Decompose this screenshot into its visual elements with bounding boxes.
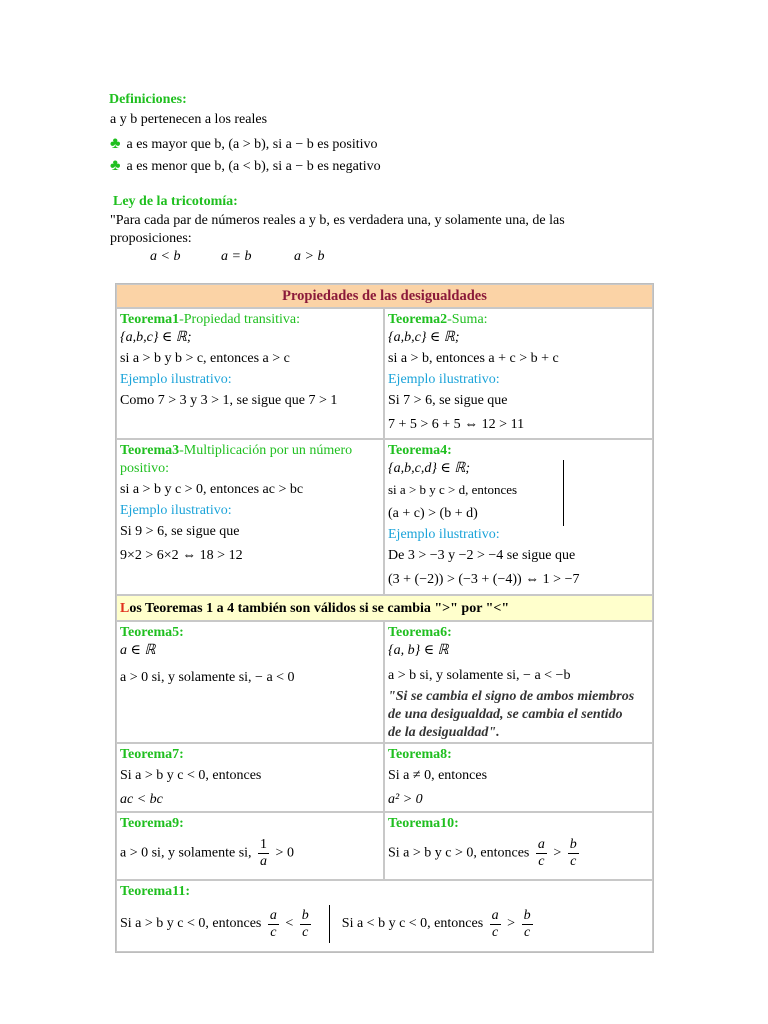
teorema-1-ejemplo-label: Ejemplo ilustrativo:	[120, 372, 232, 387]
teorema-2-ejemplo-label: Ejemplo ilustrativo:	[388, 372, 500, 387]
teorema-7-l1: Si a > b y c < 0, entonces	[120, 768, 262, 783]
teorema-11-op2: >	[507, 916, 516, 931]
teorema-5-title: Teorema5:	[120, 625, 184, 640]
note-row	[116, 595, 653, 621]
teorema-7-title: Teorema7:	[120, 747, 184, 762]
teorema-6-q1: "Si se cambia el signo de ambos miembros	[388, 689, 635, 704]
teorema-11-op1: <	[285, 916, 294, 931]
teorema-3-title: Teorema3	[120, 443, 180, 458]
teorema-10-title: Teorema10:	[388, 816, 459, 831]
teorema-2-l1: {a,b,c} ∈ ℝ;	[388, 330, 460, 345]
teorema-4-ejemplo-label: Ejemplo ilustrativo:	[388, 527, 500, 542]
club-icon: ♣	[110, 157, 121, 174]
fraction-a-c	[268, 908, 279, 941]
teorema-11-pre2: Si a < b y c < 0, entonces	[341, 916, 484, 931]
teorema-10-pre: Si a > b y c > 0, entonces	[388, 845, 530, 861]
teorema-7-cell	[116, 743, 384, 812]
teorema-2-l2: si a > b, entonces a + c > b + c	[388, 351, 559, 366]
teorema-1-cell	[116, 308, 384, 439]
teorema-3-e1: Si 9 > 6, se sigue que	[120, 524, 240, 539]
teorema-9-cell	[116, 812, 384, 880]
fraction-numerator: b	[569, 837, 577, 852]
ley-text-2: proposiciones:	[110, 231, 192, 246]
definition-menor-text: a es menor que b, (a < b), si a − b es negativo	[126, 159, 381, 174]
teorema-1-sub: -Propiedad transitiva:	[179, 312, 301, 327]
fraction-numerator: a	[537, 837, 545, 852]
teorema-10-op: >	[553, 845, 562, 861]
fraction-b-c	[568, 837, 579, 870]
teorema-6-title: Teorema6:	[388, 625, 452, 640]
teorema-11-cell	[116, 880, 653, 952]
fraction-b-c	[522, 908, 533, 941]
ley-text-1: "Para cada par de números reales a y b, es verdadera una, y solamente una, de las	[110, 213, 565, 228]
teorema-3-ejemplo-label: Ejemplo ilustrativo:	[120, 503, 232, 518]
fraction-numerator: a	[269, 907, 277, 923]
teorema-2-cell	[384, 308, 653, 439]
note-first-letter: L	[120, 601, 130, 616]
teorema-4-l3: (a + c) > (b + d)	[388, 506, 478, 521]
ley-title: Ley de la tricotomía:	[113, 194, 238, 209]
teorema-1-title: Teorema1	[120, 312, 180, 327]
teorema-4-l1: {a,b,c,d} ∈ ℝ;	[388, 461, 471, 476]
teorema-7-l2: ac < bc	[120, 792, 163, 807]
teorema-6-q2: de una desigualdad, se cambia el sentido	[388, 707, 623, 722]
prop-3: a > b	[294, 249, 325, 264]
teorema-4-e2: (3 + (−2)) > (−3 + (−4)) ⇔ 1 > −7	[388, 572, 580, 587]
fraction-denominator: c	[538, 854, 545, 869]
teorema-1-l2: si a > b y b > c, entonces a > c	[120, 351, 290, 366]
teorema-2-sub: -Suma:	[447, 312, 488, 327]
teorema-11-formula	[120, 905, 649, 943]
fraction-numerator: b	[301, 907, 309, 923]
fraction-a-c	[490, 908, 501, 941]
table-header: Propiedades de las desigualdades	[116, 284, 653, 308]
teorema-9-post: > 0	[275, 845, 294, 861]
club-icon: ♣	[110, 135, 121, 152]
teorema-9-formula	[120, 837, 380, 870]
fraction-denominator: a	[260, 854, 268, 869]
propiedades-table	[115, 283, 654, 953]
definition-line: a y b pertenecen a los reales	[110, 112, 268, 127]
fraction-denominator: c	[523, 924, 531, 940]
definiciones-title: Definiciones:	[109, 92, 187, 107]
teorema-8-l2: a² > 0	[388, 792, 423, 807]
teorema-1-l1: {a,b,c} ∈ ℝ;	[120, 330, 192, 345]
teorema-5-cell	[116, 621, 384, 743]
teorema-6-q3: de la desigualdad".	[388, 725, 500, 740]
fraction-denominator: c	[270, 924, 277, 940]
fraction-numerator: 1	[260, 837, 268, 852]
teorema-11-title: Teorema11:	[120, 884, 190, 899]
teorema-2-title: Teorema2	[388, 312, 448, 327]
fraction-numerator: a	[491, 907, 499, 923]
teorema-3-cell	[116, 439, 384, 595]
teorema-10-cell	[384, 812, 653, 880]
fraction-denominator: c	[492, 924, 499, 940]
divider-line	[329, 905, 330, 943]
teorema-6-cell	[384, 621, 653, 743]
definition-mayor	[110, 135, 378, 153]
teorema-2-e1: Si 7 > 6, se sigue que	[388, 393, 508, 408]
teorema-9-fraction	[258, 837, 269, 870]
fraction-denominator: c	[570, 854, 577, 869]
definition-mayor-text: a es mayor que b, (a > b), si a − b es positivo	[126, 137, 378, 152]
teorema-9-pre: a > 0 si, y solamente si,	[120, 845, 252, 861]
teorema-1-e1: Como 7 > 3 y 3 > 1, se sigue que 7 > 1	[120, 393, 338, 408]
fraction-b-c	[300, 908, 311, 941]
divider-line	[563, 460, 564, 526]
teorema-6-l2: a > b si, y solamente si, − a < −b	[388, 668, 571, 683]
note-text: os Teoremas 1 a 4 también son válidos si se cambia ">" por "<"	[129, 601, 510, 616]
teorema-8-cell	[384, 743, 653, 812]
fraction-denominator: c	[302, 924, 309, 940]
teorema-4-cell	[384, 439, 653, 595]
teorema-10-formula	[388, 837, 649, 870]
teorema-4-title: Teorema4:	[388, 443, 452, 458]
teorema-8-title: Teorema8:	[388, 747, 452, 762]
fraction-numerator: b	[523, 907, 531, 923]
teorema-5-l2: a > 0 si, y solamente si, − a < 0	[120, 670, 295, 685]
teorema-9-title: Teorema9:	[120, 816, 184, 831]
definition-menor	[110, 157, 381, 175]
teorema-3-sub: -Multiplicación por un número positivo:	[120, 443, 353, 476]
teorema-4-l2: si a > b y c > d, entonces	[388, 482, 518, 497]
teorema-11-pre1: Si a > b y c < 0, entonces	[120, 916, 262, 931]
prop-2: a = b	[221, 249, 252, 264]
teorema-8-l1: Si a ≠ 0, entonces	[388, 768, 488, 783]
teorema-3-e2: 9×2 > 6×2 ⇔ 18 > 12	[120, 548, 243, 563]
teorema-3-l1: si a > b y c > 0, entonces ac > bc	[120, 482, 304, 497]
teorema-6-l1: {a, b} ∈ ℝ	[388, 643, 449, 658]
teorema-5-l1: a ∈ ℝ	[120, 643, 156, 658]
teorema-2-e2: 7 + 5 > 6 + 5 ⇔ 12 > 11	[388, 417, 525, 432]
teorema-4-e1: De 3 > −3 y −2 > −4 se sigue que	[388, 548, 576, 563]
prop-1: a < b	[150, 249, 181, 264]
fraction-a-c	[536, 837, 547, 870]
